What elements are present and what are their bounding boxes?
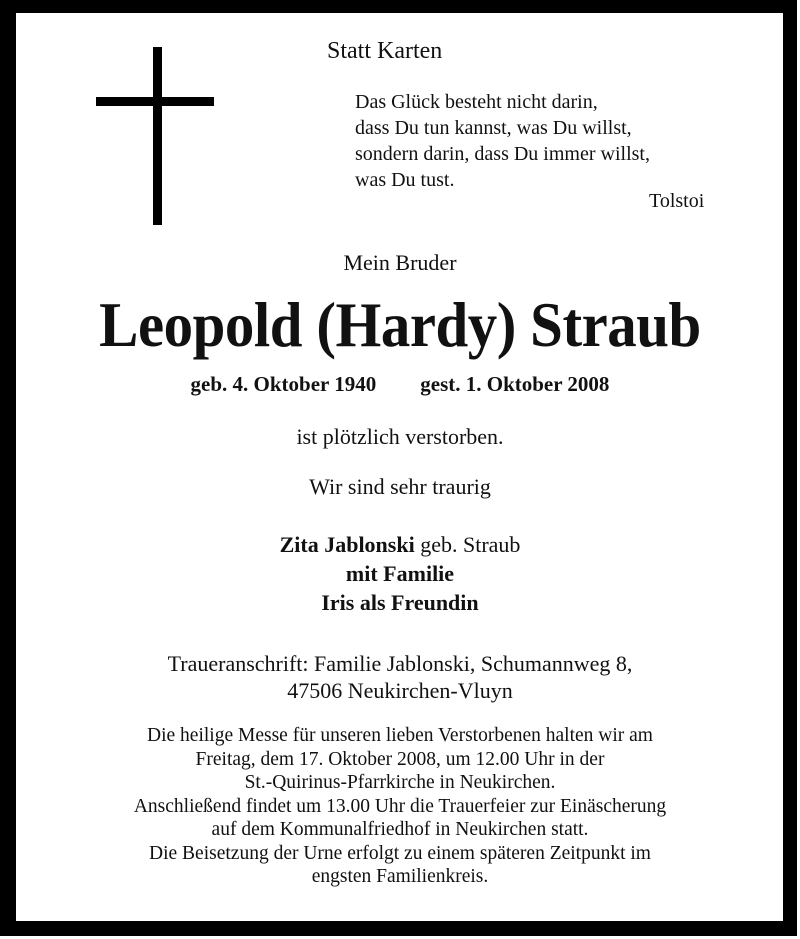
deceased-name: Leopold (Hardy) Straub <box>99 289 701 360</box>
mourners-list <box>0 530 800 617</box>
quote-line: Das Glück besteht nicht darin, <box>355 91 598 113</box>
mourner-line: mit Familie <box>345 561 455 586</box>
mourner-name: Zita Jablonski <box>279 532 415 557</box>
service-details <box>0 724 800 889</box>
service-line: engsten Familienkreis. <box>311 866 489 887</box>
latin-cross-icon-vertical <box>153 47 162 225</box>
quote-line: was Du tust. <box>355 169 455 191</box>
service-line: Die Beisetzung der Urne erfolgt zu einem späteren Zeitpunkt im <box>149 842 651 864</box>
death-date: gest. 1. Oktober 2008 <box>420 372 610 396</box>
address-line: Traueranschrift: Familie Jablonski, Schumannweg 8, <box>167 651 633 676</box>
intro-text: Mein Bruder <box>343 250 457 275</box>
service-line: St.-Quirinus-Pfarrkirche in Neukirchen. <box>244 772 556 793</box>
latin-cross-icon-horizontal <box>96 97 214 106</box>
service-line: Die heilige Messe für unseren lieben Verstorbenen halten wir am <box>147 725 653 746</box>
service-line: Anschließend findet um 13.00 Uhr die Trauerfeier zur Einäscherung <box>133 795 667 817</box>
quote-line: sondern darin, dass Du immer willst, <box>355 143 650 165</box>
mourner-line <box>0 530 800 559</box>
mourner-maiden-name: geb. Straub <box>414 532 521 557</box>
birth-date: geb. 4. Oktober 1940 <box>190 372 377 396</box>
mourning-address <box>0 650 800 704</box>
tolstoi-quote <box>355 89 650 193</box>
announcement-text: ist plötzlich verstorben. <box>296 424 504 449</box>
statt-karten-heading: Statt Karten <box>327 38 443 64</box>
mourner-line: Iris als Freundin <box>321 590 479 615</box>
life-dates <box>0 372 800 397</box>
service-line: auf dem Kommunalfriedhof in Neukirchen statt. <box>211 819 589 840</box>
mourning-text: Wir sind sehr traurig <box>309 474 491 499</box>
service-line: Freitag, dem 17. Oktober 2008, um 12.00 Uhr in der <box>195 748 605 770</box>
address-line: 47506 Neukirchen-Vluyn <box>287 678 513 703</box>
quote-line: dass Du tun kannst, was Du willst, <box>355 117 632 139</box>
quote-author: Tolstoi <box>649 190 705 212</box>
